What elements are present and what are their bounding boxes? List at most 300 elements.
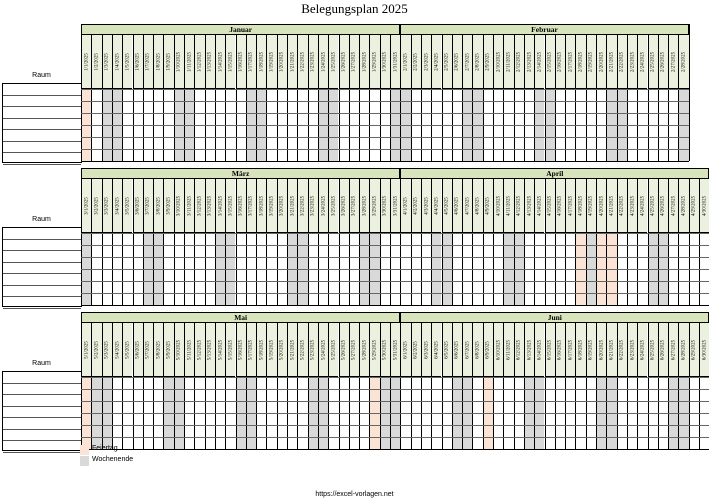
grid-row-line (81, 281, 709, 282)
date-label: 5/7/2025 (145, 340, 151, 359)
date-label: 6/25/2025 (650, 339, 656, 360)
date-label: 5/13/2025 (207, 339, 213, 360)
date-header (277, 323, 287, 377)
date-label: 4/10/2025 (496, 195, 502, 216)
raum-row-input[interactable] (3, 107, 81, 119)
date-header (493, 323, 503, 377)
date-label: 3/15/2025 (228, 195, 234, 216)
date-label: 5/18/2025 (259, 339, 265, 360)
grid-row-line (81, 269, 709, 270)
date-header (462, 179, 472, 233)
date-label: 4/9/2025 (485, 196, 491, 215)
date-label: 5/1/2025 (84, 340, 90, 359)
date-label: 4/25/2025 (650, 195, 656, 216)
date-header (122, 35, 132, 89)
date-header (287, 179, 297, 233)
grid-row-line (81, 161, 689, 162)
raum-row-input[interactable] (3, 372, 81, 384)
raum-row-input[interactable] (3, 251, 81, 263)
date-header (442, 179, 452, 233)
date-label: 5/2/2025 (94, 340, 100, 359)
date-header (503, 179, 513, 233)
raum-row-input[interactable] (3, 263, 81, 275)
date-label: 1/11/2025 (187, 51, 193, 72)
date-header (400, 323, 410, 377)
date-label: 3/23/2025 (310, 195, 316, 216)
date-header (483, 35, 493, 89)
date-label: 6/11/2025 (506, 339, 512, 360)
date-header (565, 35, 575, 89)
date-label: 6/6/2025 (454, 340, 460, 359)
date-header (503, 323, 513, 377)
date-header (81, 323, 91, 377)
date-header (143, 179, 153, 233)
date-label: 2/18/2025 (578, 51, 584, 72)
date-label: 5/31/2025 (393, 339, 399, 360)
raum-row-input[interactable] (3, 119, 81, 131)
date-header (277, 179, 287, 233)
date-header (555, 35, 565, 89)
date-label: 4/27/2025 (671, 195, 677, 216)
date-label: 4/23/2025 (630, 195, 636, 216)
date-header (266, 179, 276, 233)
date-label: 5/12/2025 (197, 339, 203, 360)
date-label: 1/23/2025 (310, 51, 316, 72)
date-label: 4/1/2025 (403, 196, 409, 215)
date-label: 2/23/2025 (630, 51, 636, 72)
date-header (596, 35, 606, 89)
date-label: 3/20/2025 (279, 195, 285, 216)
date-label: 6/10/2025 (496, 339, 502, 360)
grid-row-line (81, 125, 689, 126)
raum-row-input[interactable] (3, 430, 81, 442)
date-label: 3/25/2025 (331, 195, 337, 216)
date-label: 1/8/2025 (156, 52, 162, 71)
grid-row-line (81, 305, 709, 306)
date-header (308, 179, 318, 233)
date-label: 1/3/2025 (104, 52, 110, 71)
date-header (133, 323, 143, 377)
date-label: 4/29/2025 (691, 195, 697, 216)
date-label: 5/15/2025 (228, 339, 234, 360)
date-header (534, 35, 544, 89)
date-header (565, 179, 575, 233)
date-label: 4/14/2025 (537, 195, 543, 216)
grid-row-line (81, 449, 709, 450)
date-header (678, 35, 688, 89)
date-label: 6/28/2025 (681, 339, 687, 360)
date-label: 6/5/2025 (444, 340, 450, 359)
grid-row-line (81, 101, 689, 102)
calendar-block (0, 312, 709, 451)
date-header (472, 179, 482, 233)
date-label: 3/4/2025 (115, 196, 121, 215)
date-header (184, 35, 194, 89)
date-label: 5/9/2025 (166, 340, 172, 359)
date-label: 6/2/2025 (413, 340, 419, 359)
date-header (194, 179, 204, 233)
date-label: 5/19/2025 (269, 339, 275, 360)
date-header (225, 179, 235, 233)
date-header (606, 179, 616, 233)
date-header (658, 179, 668, 233)
date-header (648, 35, 658, 89)
date-label: 3/2/2025 (94, 196, 100, 215)
date-label: 3/1/2025 (84, 196, 90, 215)
date-label: 3/31/2025 (393, 195, 399, 216)
date-header (215, 35, 225, 89)
date-label: 4/19/2025 (588, 195, 594, 216)
date-label: 4/13/2025 (527, 195, 533, 216)
date-label: 2/3/2025 (424, 52, 430, 71)
date-label: 3/16/2025 (238, 195, 244, 216)
date-header (153, 323, 163, 377)
date-header (256, 35, 266, 89)
date-label: 4/5/2025 (444, 196, 450, 215)
date-label: 4/17/2025 (568, 195, 574, 216)
raum-rows (2, 227, 82, 307)
date-label: 5/23/2025 (310, 339, 316, 360)
date-header (349, 179, 359, 233)
grid-row-line (81, 233, 709, 234)
date-header (699, 179, 709, 233)
date-label: 2/27/2025 (671, 51, 677, 72)
date-label: 5/20/2025 (279, 339, 285, 360)
raum-row-input[interactable] (3, 130, 81, 142)
date-label: 3/22/2025 (300, 195, 306, 216)
date-header (143, 323, 153, 377)
date-header (668, 323, 678, 377)
date-header (442, 323, 452, 377)
date-label: 1/20/2025 (279, 51, 285, 72)
date-header (421, 35, 431, 89)
date-header (328, 35, 338, 89)
date-label: 5/5/2025 (125, 340, 131, 359)
date-label: 2/12/2025 (516, 51, 522, 72)
date-label: 4/21/2025 (609, 195, 615, 216)
date-header (328, 323, 338, 377)
date-label: 5/4/2025 (115, 340, 121, 359)
date-header (648, 179, 658, 233)
date-header (400, 179, 410, 233)
date-label: 4/18/2025 (578, 195, 584, 216)
date-header (369, 323, 379, 377)
date-header (596, 323, 606, 377)
legend-weekend-swatch (80, 456, 89, 466)
date-label: 2/1/2025 (403, 52, 409, 71)
date-header (596, 179, 606, 233)
date-label: 2/7/2025 (465, 52, 471, 71)
date-header (514, 35, 524, 89)
date-header (648, 323, 658, 377)
raum-row-input[interactable] (3, 384, 81, 396)
date-header (411, 35, 421, 89)
date-header (678, 323, 688, 377)
grid-row-line (81, 437, 709, 438)
raum-row-input[interactable] (3, 297, 81, 309)
date-label: 1/27/2025 (351, 51, 357, 72)
date-label: 1/29/2025 (372, 51, 378, 72)
date-header (627, 35, 637, 89)
date-label: 5/3/2025 (104, 340, 110, 359)
month-header: März (81, 168, 400, 179)
date-header (380, 323, 390, 377)
date-label: 4/28/2025 (681, 195, 687, 216)
raum-row-input[interactable] (3, 96, 81, 108)
date-label: 1/13/2025 (207, 51, 213, 72)
date-label: 2/6/2025 (454, 52, 460, 71)
date-header (483, 323, 493, 377)
page-title: Belegungsplan 2025 (301, 1, 408, 16)
date-label: 6/13/2025 (527, 339, 533, 360)
date-label: 4/12/2025 (516, 195, 522, 216)
date-label: 3/6/2025 (135, 196, 141, 215)
date-header (637, 179, 647, 233)
date-label: 5/6/2025 (135, 340, 141, 359)
date-label: 2/4/2025 (434, 52, 440, 71)
date-header (442, 35, 452, 89)
date-label: 4/24/2025 (640, 195, 646, 216)
date-label: 1/19/2025 (269, 51, 275, 72)
raum-row-input[interactable] (3, 240, 81, 252)
date-label: 5/11/2025 (187, 339, 193, 360)
date-header (266, 35, 276, 89)
date-header (431, 35, 441, 89)
date-header (421, 323, 431, 377)
date-label: 1/2/2025 (94, 52, 100, 71)
date-label: 2/8/2025 (475, 52, 481, 71)
date-header (205, 179, 215, 233)
date-header (606, 323, 616, 377)
date-label: 1/21/2025 (290, 51, 296, 72)
date-label: 4/20/2025 (599, 195, 605, 216)
month-header: April (400, 168, 709, 179)
date-header (133, 35, 143, 89)
date-header (143, 35, 153, 89)
date-header (308, 323, 318, 377)
date-label: 1/17/2025 (248, 51, 254, 72)
date-label: 5/29/2025 (372, 339, 378, 360)
date-label: 6/26/2025 (660, 339, 666, 360)
date-header (545, 35, 555, 89)
date-label: 6/12/2025 (516, 339, 522, 360)
date-header (431, 323, 441, 377)
grid-row-line (81, 245, 709, 246)
date-header (452, 323, 462, 377)
date-header (318, 179, 328, 233)
date-header (153, 35, 163, 89)
date-header (236, 179, 246, 233)
date-label: 6/24/2025 (640, 339, 646, 360)
raum-rows (2, 83, 82, 163)
date-header (668, 35, 678, 89)
date-header (359, 179, 369, 233)
date-header (91, 179, 101, 233)
raum-row-input[interactable] (3, 441, 81, 453)
date-header (617, 35, 627, 89)
date-header (617, 179, 627, 233)
date-header (380, 179, 390, 233)
date-label: 5/27/2025 (351, 339, 357, 360)
date-header (359, 35, 369, 89)
date-header (514, 323, 524, 377)
date-header (153, 179, 163, 233)
raum-row-input[interactable] (3, 407, 81, 419)
raum-label: Raum (32, 360, 51, 367)
raum-row-input[interactable] (3, 228, 81, 240)
date-label: 6/27/2025 (671, 339, 677, 360)
date-label: 2/20/2025 (599, 51, 605, 72)
date-label: 1/7/2025 (145, 52, 151, 71)
date-label: 5/22/2025 (300, 339, 306, 360)
calendar-block (0, 24, 709, 163)
date-header (297, 35, 307, 89)
date-header (411, 323, 421, 377)
date-header (205, 323, 215, 377)
date-header (287, 35, 297, 89)
date-header (658, 323, 668, 377)
date-header (678, 179, 688, 233)
raum-rows (2, 371, 82, 451)
raum-row-input[interactable] (3, 274, 81, 286)
date-header (555, 179, 565, 233)
date-label: 1/25/2025 (331, 51, 337, 72)
date-label: 4/16/2025 (557, 195, 563, 216)
date-label: 5/30/2025 (382, 339, 388, 360)
footer-url[interactable]: https://excel-vorlagen.net (315, 491, 394, 498)
date-header (462, 35, 472, 89)
date-label: 2/26/2025 (660, 51, 666, 72)
date-label: 1/9/2025 (166, 52, 172, 71)
date-label: 2/10/2025 (496, 51, 502, 72)
date-label: 2/22/2025 (619, 51, 625, 72)
date-header (236, 35, 246, 89)
date-header (174, 323, 184, 377)
date-label: 5/26/2025 (341, 339, 347, 360)
grid-row-line (81, 293, 709, 294)
date-label: 3/13/2025 (207, 195, 213, 216)
date-label: 2/5/2025 (444, 52, 450, 71)
raum-row-input[interactable] (3, 84, 81, 96)
date-label: 1/1/2025 (84, 52, 90, 71)
date-header (575, 179, 585, 233)
date-label: 5/16/2025 (238, 339, 244, 360)
date-label: 6/29/2025 (691, 339, 697, 360)
date-header (308, 35, 318, 89)
date-header (339, 35, 349, 89)
raum-row-input[interactable] (3, 286, 81, 298)
date-header (122, 323, 132, 377)
date-label: 4/2/2025 (413, 196, 419, 215)
date-header (81, 35, 91, 89)
date-header (586, 35, 596, 89)
date-header (256, 179, 266, 233)
date-label: 6/23/2025 (630, 339, 636, 360)
date-label: 3/24/2025 (321, 195, 327, 216)
date-label: 3/29/2025 (372, 195, 378, 216)
date-header (493, 179, 503, 233)
date-label: 1/15/2025 (228, 51, 234, 72)
date-label: 3/21/2025 (290, 195, 296, 216)
date-label: 4/4/2025 (434, 196, 440, 215)
date-label: 1/22/2025 (300, 51, 306, 72)
date-header (102, 179, 112, 233)
date-label: 3/12/2025 (197, 195, 203, 216)
date-header (174, 179, 184, 233)
date-header (194, 323, 204, 377)
date-header (400, 35, 410, 89)
date-header (297, 179, 307, 233)
raum-row-input[interactable] (3, 142, 81, 154)
date-header (122, 179, 132, 233)
raum-row-input[interactable] (3, 418, 81, 430)
date-header (452, 35, 462, 89)
date-header (668, 179, 678, 233)
date-label: 1/14/2025 (218, 51, 224, 72)
date-label: 6/1/2025 (403, 340, 409, 359)
date-label: 2/17/2025 (568, 51, 574, 72)
date-label: 4/15/2025 (547, 195, 553, 216)
date-header (545, 179, 555, 233)
date-label: 3/5/2025 (125, 196, 131, 215)
grid-row-line (81, 377, 709, 378)
date-header (390, 35, 400, 89)
legend-holiday-swatch (80, 445, 89, 455)
date-label: 5/25/2025 (331, 339, 337, 360)
date-label: 2/25/2025 (650, 51, 656, 72)
date-label: 3/7/2025 (145, 196, 151, 215)
date-label: 4/30/2025 (702, 195, 708, 216)
grid-row-line (81, 137, 689, 138)
date-header (225, 323, 235, 377)
date-label: 6/7/2025 (465, 340, 471, 359)
date-label: 3/11/2025 (187, 195, 193, 216)
date-header (575, 323, 585, 377)
date-label: 3/14/2025 (218, 195, 224, 216)
date-label: 3/18/2025 (259, 195, 265, 216)
date-header (606, 35, 616, 89)
date-label: 3/9/2025 (166, 196, 172, 215)
date-header (390, 179, 400, 233)
date-header (390, 323, 400, 377)
date-header (534, 179, 544, 233)
date-header (91, 35, 101, 89)
date-header (524, 323, 534, 377)
date-header (112, 35, 122, 89)
date-label: 5/14/2025 (218, 339, 224, 360)
date-header (431, 179, 441, 233)
date-header (215, 179, 225, 233)
month-header: Januar (81, 24, 400, 35)
date-header (339, 323, 349, 377)
grid-row-line (81, 257, 709, 258)
date-label: 4/26/2025 (660, 195, 666, 216)
date-label: 6/3/2025 (424, 340, 430, 359)
date-header (215, 323, 225, 377)
date-header (91, 323, 101, 377)
grid-row-line (81, 413, 709, 414)
date-label: 5/17/2025 (248, 339, 254, 360)
date-header (493, 35, 503, 89)
raum-row-input[interactable] (3, 395, 81, 407)
date-label: 2/19/2025 (588, 51, 594, 72)
date-header (627, 323, 637, 377)
raum-row-input[interactable] (3, 153, 81, 165)
date-label: 1/26/2025 (341, 51, 347, 72)
date-header (421, 179, 431, 233)
date-header (472, 35, 482, 89)
date-header (689, 323, 699, 377)
